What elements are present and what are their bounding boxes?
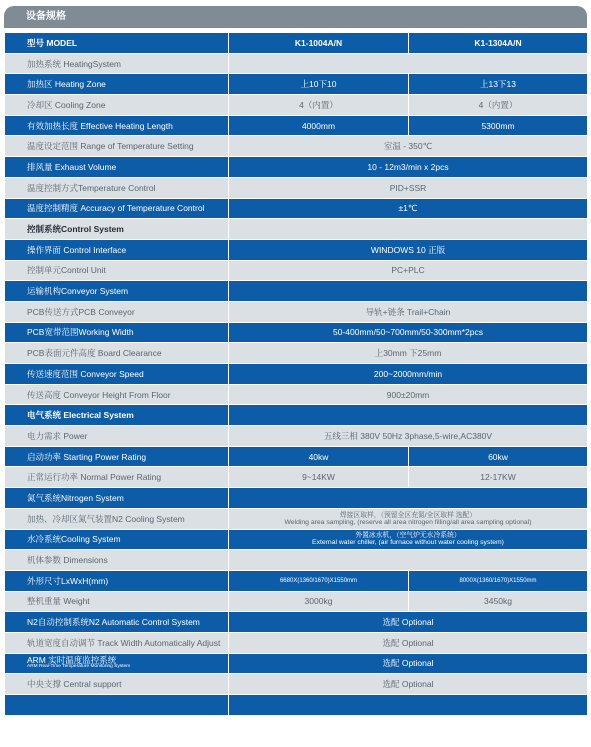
section-title: 设备规格 [4, 6, 587, 28]
spec-value: WINDOWS 10 正版 [229, 239, 588, 260]
spec-value-col2: 8000X(1360/1670)X1550mm [409, 570, 588, 591]
spec-label: 加热、冷却区氮气装置N2 Cooling System [5, 508, 229, 529]
spec-value: ±1℃ [229, 198, 588, 219]
spec-value [229, 550, 588, 571]
model-label: 型号 MODEL [5, 33, 229, 54]
spec-row [5, 695, 588, 716]
spec-label: 水冷系统Cooling System [5, 529, 229, 550]
spec-value-col1: 9~14KW [229, 467, 409, 488]
spec-label: 传送高度 Conveyor Height From Floor [5, 384, 229, 405]
spec-value-col1: 6680X(1360/1670)X1550mm [229, 570, 409, 591]
spec-label: 整机重量 Weight [5, 591, 229, 612]
spec-row [5, 53, 588, 74]
spec-value: PID+SSR [229, 177, 588, 198]
spec-label: 轨道宽度自动调节 Track Width Automatically Adjust [5, 632, 229, 653]
spec-value: 导轨+链条 Trail+Chain [229, 301, 588, 322]
spec-value [229, 529, 588, 550]
spec-label: 加热系统 HeatingSystem [5, 53, 229, 74]
spec-table [4, 32, 588, 716]
spec-value [229, 695, 588, 716]
spec-label: 中央支撑 Central support [5, 674, 229, 695]
spec-row [5, 550, 588, 571]
spec-row [5, 322, 588, 343]
spec-row [5, 95, 588, 116]
spec-row [5, 612, 588, 633]
spec-row [5, 653, 588, 674]
spec-value-col2: 60kw [409, 446, 588, 467]
spec-label: PCB宽带范围Working Width [5, 322, 229, 343]
spec-label: 控制单元Control Unit [5, 260, 229, 281]
spec-value: 选配 Optional [229, 632, 588, 653]
spec-row [5, 570, 588, 591]
spec-value-col2: 上13下13 [409, 74, 588, 95]
spec-value-col1: 4（内置） [229, 95, 409, 116]
spec-value-col1: 3000kg [229, 591, 409, 612]
spec-value [229, 405, 588, 426]
spec-value [229, 219, 588, 240]
spec-label: 排风量 Exhaust Volume [5, 157, 229, 178]
spec-row [5, 384, 588, 405]
spec-value [229, 281, 588, 302]
spec-row [5, 177, 588, 198]
spec-row [5, 239, 588, 260]
spec-label: 控制系统Control System [5, 219, 229, 240]
spec-label: 有效加热长度 Effective Heating Length [5, 115, 229, 136]
spec-label-main: ARM 实时温度监控系统 [27, 655, 117, 666]
spec-row [5, 674, 588, 695]
spec-label: 传送速度范围 Conveyor Speed [5, 364, 229, 385]
model-col1: K1-1004A/N [229, 33, 409, 54]
spec-value: 上30mm 下25mm [229, 343, 588, 364]
spec-row [5, 115, 588, 136]
spec-row [5, 364, 588, 385]
spec-label [5, 653, 229, 674]
spec-row [5, 426, 588, 447]
spec-label: 电气系统 Electrical System [5, 405, 229, 426]
spec-value-col2: 3450kg [409, 591, 588, 612]
spec-value [229, 488, 588, 509]
spec-row [5, 591, 588, 612]
spec-label: 加热区 Heating Zone [5, 74, 229, 95]
spec-value-col2: 4（内置） [409, 95, 588, 116]
spec-row [5, 198, 588, 219]
spec-label: 外形尺寸LxWxH(mm) [5, 570, 229, 591]
spec-row [5, 343, 588, 364]
spec-label: 启动功率 Starting Power Rating [5, 446, 229, 467]
spec-value [229, 508, 588, 529]
spec-row [5, 405, 588, 426]
spec-value: 选配 Optional [229, 612, 588, 633]
spec-value: 五线三相 380V 50Hz 3phase,5-wire,AC380V [229, 426, 588, 447]
spec-label: N2自动控制系统N2 Automatic Control System [5, 612, 229, 633]
spec-value [229, 53, 588, 74]
spec-table-body [5, 33, 588, 716]
model-row [5, 33, 588, 54]
spec-label: 机体参数 Dimensions [5, 550, 229, 571]
spec-value: 选配 Optional [229, 653, 588, 674]
spec-label: PCB表面元件高度 Board Clearance [5, 343, 229, 364]
spec-row [5, 157, 588, 178]
spec-label-sub: ARM Real-Time Temperature Monitoring System [27, 664, 131, 670]
spec-label: 电力需求 Power [5, 426, 229, 447]
spec-value: PC+PLC [229, 260, 588, 281]
spec-value: 200~2000mm/min [229, 364, 588, 385]
spec-row [5, 281, 588, 302]
spec-row [5, 467, 588, 488]
spec-label: 正常运行功率 Normal Power Rating [5, 467, 229, 488]
spec-row [5, 74, 588, 95]
spec-value-col2: 12-17KW [409, 467, 588, 488]
spec-value-en: Welding area sampling, (reserve all area nitrogen filling/all area sampling optional) [284, 518, 532, 526]
spec-value-cn: 外置冰水机，（空气炉无水冷系统） [355, 532, 461, 540]
spec-row [5, 446, 588, 467]
spec-label: 运输机构Conveyor System [5, 281, 229, 302]
model-col2: K1-1304A/N [409, 33, 588, 54]
spec-value: 900±20mm [229, 384, 588, 405]
spec-value: 10 - 12m3/min x 2pcs [229, 157, 588, 178]
spec-row [5, 219, 588, 240]
spec-value: 室温 - 350℃ [229, 136, 588, 157]
spec-value-col1: 40kw [229, 446, 409, 467]
spec-label: 温度设定范围 Range of Temperature Setting [5, 136, 229, 157]
spec-row [5, 488, 588, 509]
spec-value-col1: 上10下10 [229, 74, 409, 95]
spec-label: 氮气系统Nitrogen System [5, 488, 229, 509]
spec-row [5, 529, 588, 550]
spec-row [5, 136, 588, 157]
spec-row [5, 301, 588, 322]
spec-label: 温度控制方式Temperature Control [5, 177, 229, 198]
spec-value: 选配 Optional [229, 674, 588, 695]
spec-row [5, 632, 588, 653]
spec-value-col1: 4000mm [229, 115, 409, 136]
spec-value-cn: 焊接区取样，（预留全区充氮/全区取样 选配） [339, 511, 477, 519]
spec-row [5, 260, 588, 281]
spec-label: 冷却区 Cooling Zone [5, 95, 229, 116]
spec-value-col2: 5300mm [409, 115, 588, 136]
spec-value: 50-400mm/50~700mm/50-300mm*2pcs [229, 322, 588, 343]
spec-label: PCB传送方式PCB Conveyor [5, 301, 229, 322]
spec-value-en: External water chiller, (air furnace without water cooling system) [312, 539, 504, 547]
spec-row [5, 508, 588, 529]
spec-label: 操作界面 Control Interface [5, 239, 229, 260]
spec-label: 温度控制精度 Accuracy of Temperature Control [5, 198, 229, 219]
spec-label [5, 695, 229, 716]
